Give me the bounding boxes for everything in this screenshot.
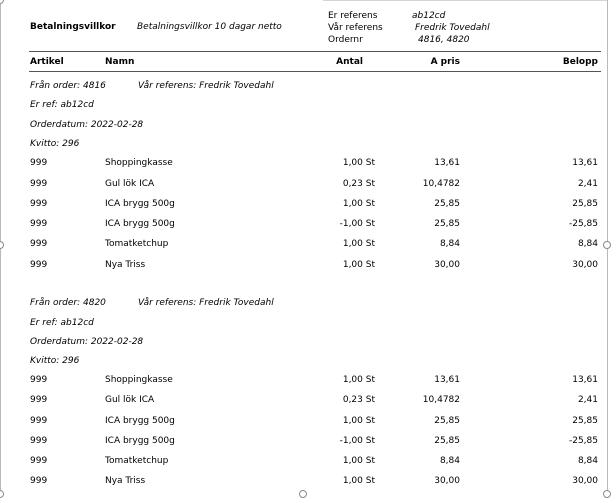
row-namn: Nya Triss [105, 260, 146, 270]
row-artikel: 999 [30, 375, 48, 385]
row-namn: Gul lök ICA [105, 395, 155, 405]
row-belopp: 25,85 [572, 199, 598, 209]
row-belopp: -25,85 [568, 219, 598, 229]
row-antal: 1,00 St [342, 239, 375, 249]
row-artikel: 999 [30, 158, 48, 168]
row-belopp: -25,85 [568, 436, 598, 446]
row-belopp: 13,61 [572, 375, 598, 385]
row-antal: -1,00 St [339, 436, 375, 446]
row-belopp: 13,61 [572, 158, 598, 168]
order-from-label: Från order: 4820 [30, 298, 106, 308]
row-antal: 1,00 St [342, 260, 375, 270]
row-namn: Tomatketchup [105, 239, 169, 249]
row-namn: Shoppingkasse [105, 375, 173, 385]
row-namn: Tomatketchup [105, 456, 169, 466]
order-var-referens: Vår referens: Fredrik Tovedahl [138, 298, 274, 308]
row-artikel: 999 [30, 395, 48, 405]
row-a-pris: 10,4782 [422, 395, 460, 405]
row-belopp: 8,84 [577, 456, 598, 466]
row-a-pris: 25,85 [434, 436, 460, 446]
row-a-pris: 13,61 [434, 158, 460, 168]
row-namn: Gul lök ICA [105, 179, 155, 189]
order-from-label: Från order: 4816 [30, 81, 106, 91]
row-artikel: 999 [30, 456, 48, 466]
row-namn: ICA brygg 500g [105, 199, 175, 209]
resize-handle-bottom-left[interactable] [0, 490, 4, 498]
column-header-antal: Antal [336, 57, 363, 67]
var-referens-label: Vår referens [328, 23, 383, 33]
row-belopp: 2,41 [577, 179, 598, 189]
row-namn: ICA brygg 500g [105, 436, 175, 446]
row-antal: 0,23 St [342, 179, 375, 189]
order-var-referens: Vår referens: Fredrik Tovedahl [138, 81, 274, 91]
column-header-artikel: Artikel [30, 57, 64, 67]
er-referens-label: Er referens [328, 11, 378, 21]
row-antal: 1,00 St [342, 375, 375, 385]
var-referens-value: Fredrik Tovedahl [415, 23, 490, 33]
reference-box-top-border [323, 0, 607, 1]
row-antal: 1,00 St [342, 476, 375, 486]
order-date: Orderdatum: 2022-02-28 [30, 337, 144, 347]
row-antal: 1,00 St [342, 416, 375, 426]
row-belopp: 30,00 [572, 260, 598, 270]
row-antal: 0,23 St [342, 395, 375, 405]
er-referens-value: ab12cd [412, 11, 446, 21]
row-namn: ICA brygg 500g [105, 219, 175, 229]
ordernr-value: 4816, 4820 [418, 35, 470, 45]
row-namn: Nya Triss [105, 476, 146, 486]
row-artikel: 999 [30, 416, 48, 426]
payment-terms-value: Betalningsvillkor 10 dagar netto [137, 22, 282, 32]
header-divider [29, 51, 601, 52]
resize-handle-bottom-center[interactable] [299, 490, 307, 498]
row-artikel: 999 [30, 179, 48, 189]
column-header-namn: Namn [105, 57, 135, 67]
row-a-pris: 25,85 [434, 199, 460, 209]
column-header-belopp: Belopp [562, 57, 598, 67]
row-artikel: 999 [30, 436, 48, 446]
row-artikel: 999 [30, 260, 48, 270]
row-belopp: 25,85 [572, 416, 598, 426]
row-artikel: 999 [30, 476, 48, 486]
row-a-pris: 25,85 [434, 416, 460, 426]
row-a-pris: 30,00 [434, 260, 460, 270]
row-a-pris: 8,84 [439, 239, 460, 249]
row-belopp: 8,84 [577, 239, 598, 249]
row-belopp: 30,00 [572, 476, 598, 486]
row-namn: ICA brygg 500g [105, 416, 175, 426]
resize-handle-bottom-right[interactable] [603, 490, 611, 498]
row-a-pris: 8,84 [439, 456, 460, 466]
row-antal: 1,00 St [342, 456, 375, 466]
row-a-pris: 13,61 [434, 375, 460, 385]
resize-handle-top-left[interactable] [0, 0, 4, 4]
row-artikel: 999 [30, 199, 48, 209]
order-er-ref: Er ref: ab12cd [30, 100, 94, 110]
payment-terms-label: Betalningsvillkor [30, 22, 116, 32]
row-belopp: 2,41 [577, 395, 598, 405]
row-artikel: 999 [30, 239, 48, 249]
resize-handle-middle-left[interactable] [0, 241, 4, 249]
row-a-pris: 25,85 [434, 219, 460, 229]
row-antal: 1,00 St [342, 199, 375, 209]
row-artikel: 999 [30, 219, 48, 229]
order-kvitto: Kvitto: 296 [30, 139, 80, 149]
row-a-pris: 30,00 [434, 476, 460, 486]
row-antal: -1,00 St [339, 219, 375, 229]
column-header-divider [29, 71, 601, 72]
order-kvitto: Kvitto: 296 [30, 356, 80, 366]
row-a-pris: 10,4782 [422, 179, 460, 189]
ordernr-label: Ordernr [328, 35, 363, 45]
column-header-a-pris: A pris [430, 57, 460, 67]
row-antal: 1,00 St [342, 158, 375, 168]
row-namn: Shoppingkasse [105, 158, 173, 168]
order-er-ref: Er ref: ab12cd [30, 318, 94, 328]
order-date: Orderdatum: 2022-02-28 [30, 120, 144, 130]
resize-handle-middle-right[interactable] [603, 241, 611, 249]
